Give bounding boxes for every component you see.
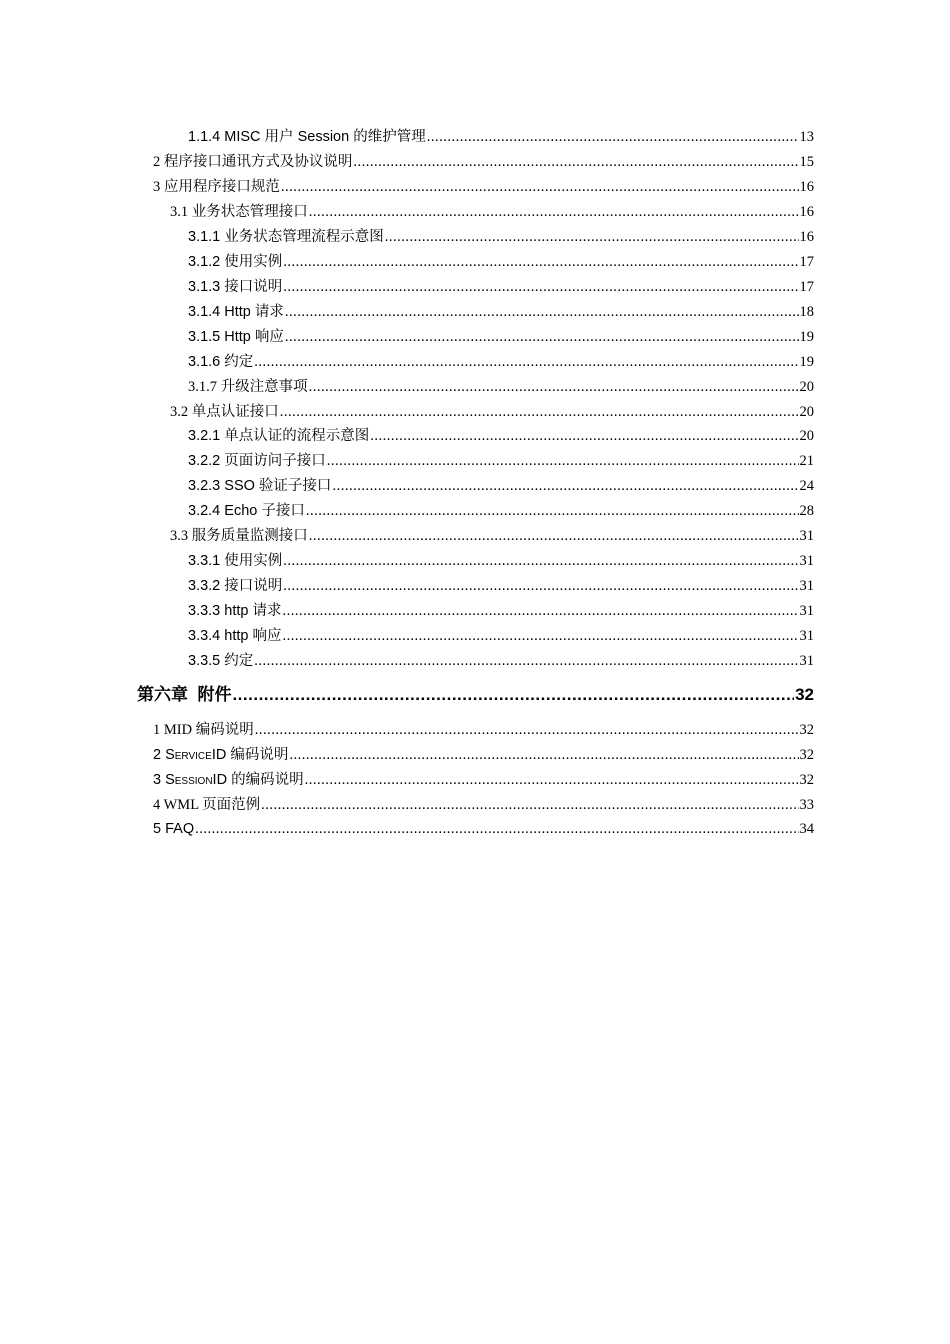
- dot-leader: [195, 818, 798, 840]
- toc-entry-label: 3.1.5 Http 响应: [188, 329, 284, 345]
- toc-page-number: 19: [799, 354, 814, 370]
- toc-entry-label: 5 FAQ: [153, 821, 195, 837]
- toc-page-number: 17: [799, 279, 814, 295]
- toc-entry-appendix-1[interactable]: [153, 719, 814, 741]
- dot-leader: [285, 326, 799, 348]
- toc-page-number: 19: [799, 329, 814, 345]
- toc-page-number: 20: [799, 379, 814, 395]
- dot-leader: [280, 401, 799, 423]
- dot-leader: [285, 301, 799, 323]
- dot-leader: [309, 525, 799, 547]
- toc-entry-3-3-3[interactable]: [188, 600, 814, 622]
- toc-entry-3-1-2[interactable]: [188, 251, 814, 273]
- dot-leader: [427, 126, 799, 148]
- toc-entry-label: 3.3.4 http 响应: [188, 628, 282, 644]
- toc-entry-2[interactable]: [153, 151, 814, 173]
- toc-entry-3[interactable]: [153, 176, 814, 198]
- toc-page-number: 31: [799, 578, 814, 594]
- dot-leader: [283, 600, 799, 622]
- toc-entry-label: 1 MID 编码说明: [153, 722, 254, 738]
- toc-entry-label: 3.1.6 约定: [188, 354, 254, 370]
- dot-leader: [327, 450, 799, 472]
- toc-entry-3-1-5[interactable]: [188, 326, 814, 348]
- toc-entry-3-1-3[interactable]: [188, 276, 814, 298]
- dot-leader: [255, 719, 799, 741]
- toc-page-number: 20: [799, 404, 814, 420]
- toc-entry-label: 3.3.5 约定: [188, 653, 254, 669]
- toc-page-number: 31: [799, 628, 814, 644]
- toc-entry-label: 3.1.2 使用实例: [188, 254, 283, 270]
- toc-entry-label: 3.2.2 页面访问子接口: [188, 453, 326, 469]
- toc-entry-3-2-3[interactable]: [188, 475, 814, 497]
- toc-entry-label: 3.3.1 使用实例: [188, 553, 283, 569]
- toc-entry-3-3-1[interactable]: [188, 550, 814, 572]
- toc-entry-label: 4 WML 页面范例: [153, 797, 261, 813]
- toc-entry-3-2-1[interactable]: [188, 425, 814, 447]
- toc-entry-3-2-2[interactable]: [188, 450, 814, 472]
- toc-page-number: 28: [799, 503, 814, 519]
- toc-chapter-6[interactable]: [137, 682, 814, 708]
- toc-entry-appendix-2[interactable]: [153, 744, 814, 766]
- dot-leader: [385, 226, 799, 248]
- toc-entry-label: 3.2.1 单点认证的流程示意图: [188, 428, 370, 444]
- dot-leader: [283, 251, 798, 273]
- toc-entry-3-1-1[interactable]: [188, 226, 814, 248]
- toc-entry-label: 3.1.3 接口说明: [188, 279, 283, 295]
- toc-entry-label: 3.2.3 SSO 验证子接口: [188, 478, 332, 494]
- toc-entry-label: 3.1.1 业务状态管理流程示意图: [188, 229, 384, 245]
- dot-leader: [332, 475, 798, 497]
- toc-page-number: 13: [799, 129, 814, 145]
- toc-entry-label: 3.1.7 升级注意事项: [188, 379, 308, 395]
- dot-leader: [289, 744, 798, 766]
- dot-leader: [281, 176, 799, 198]
- dot-leader: [370, 425, 798, 447]
- toc-entry-label: 1.1.4 MISC 用户 Session 的维护管理: [188, 129, 426, 145]
- toc-entry-label: 3.2 单点认证接口: [170, 404, 279, 420]
- toc-page-number: 31: [799, 653, 814, 669]
- dot-leader: [309, 376, 799, 398]
- toc-page-number: 31: [799, 553, 814, 569]
- toc-page-number: 32: [795, 685, 814, 704]
- toc-page-number: 32: [799, 747, 814, 763]
- toc-entry-3-3-4[interactable]: [188, 625, 814, 647]
- toc-entry-3-1-6[interactable]: [188, 351, 814, 373]
- toc-entry-label: 2 ServiceID 编码说明: [153, 747, 289, 763]
- toc-entry-label: 3.3.3 http 请求: [188, 603, 282, 619]
- toc-page-number: 15: [799, 154, 814, 170]
- toc-entry-appendix-5[interactable]: [153, 818, 814, 840]
- dot-leader: [254, 650, 798, 672]
- toc-page-number: 32: [799, 722, 814, 738]
- toc-page-number: 18: [799, 304, 814, 320]
- toc-entry-3-1-7[interactable]: [188, 376, 814, 398]
- toc-page-number: 31: [799, 603, 814, 619]
- toc-entry-3-1-4[interactable]: [188, 301, 814, 323]
- toc-entry-3-2-4[interactable]: [188, 500, 814, 522]
- toc-entry-3-3-5[interactable]: [188, 650, 814, 672]
- dot-leader: [309, 201, 799, 223]
- dot-leader: [283, 625, 799, 647]
- dot-leader: [283, 550, 798, 572]
- dot-leader: [283, 276, 798, 298]
- toc-page-number: 24: [799, 478, 814, 494]
- dot-leader: [261, 794, 798, 816]
- toc-entry-label: 2 程序接口通讯方式及协议说明: [153, 154, 353, 170]
- dot-leader: [254, 351, 798, 373]
- toc-entry-label: 3.3.2 接口说明: [188, 578, 283, 594]
- toc-entry-3-3[interactable]: [170, 525, 814, 547]
- toc-page-number: 16: [799, 229, 814, 245]
- toc-entry-appendix-4[interactable]: [153, 794, 814, 816]
- toc-entry-label: 3.1 业务状态管理接口: [170, 204, 308, 220]
- toc-entry-3-2[interactable]: [170, 401, 814, 423]
- toc-page-number: 16: [799, 179, 814, 195]
- toc-page-number: 20: [799, 428, 814, 444]
- toc-entry-label: 3 SessionID 的编码说明: [153, 772, 304, 788]
- toc-entry-label: 3.3 服务质量监测接口: [170, 528, 308, 544]
- dot-leader: [232, 682, 794, 708]
- toc-entry-3-3-2[interactable]: [188, 575, 814, 597]
- toc-entry-3-1[interactable]: [170, 201, 814, 223]
- toc-page-number: 32: [799, 772, 814, 788]
- dot-leader: [353, 151, 798, 173]
- dot-leader: [305, 769, 799, 791]
- toc-page-number: 34: [799, 821, 814, 837]
- toc-page-number: 31: [799, 528, 814, 544]
- toc-page-number: 17: [799, 254, 814, 270]
- toc-entry-label: 3 应用程序接口规范: [153, 179, 280, 195]
- toc-page-number: 21: [799, 453, 814, 469]
- toc-entry-appendix-3[interactable]: [153, 769, 814, 791]
- toc-page-number: 33: [799, 797, 814, 813]
- toc-entry-label: 3.2.4 Echo 子接口: [188, 503, 305, 519]
- dot-leader: [306, 500, 799, 522]
- toc-chapter-label: 第六章 附件: [137, 685, 232, 704]
- toc-page-number: 16: [799, 204, 814, 220]
- dot-leader: [283, 575, 798, 597]
- toc-entry-label: 3.1.4 Http 请求: [188, 304, 284, 320]
- toc-entry-1-1-4[interactable]: [188, 126, 814, 148]
